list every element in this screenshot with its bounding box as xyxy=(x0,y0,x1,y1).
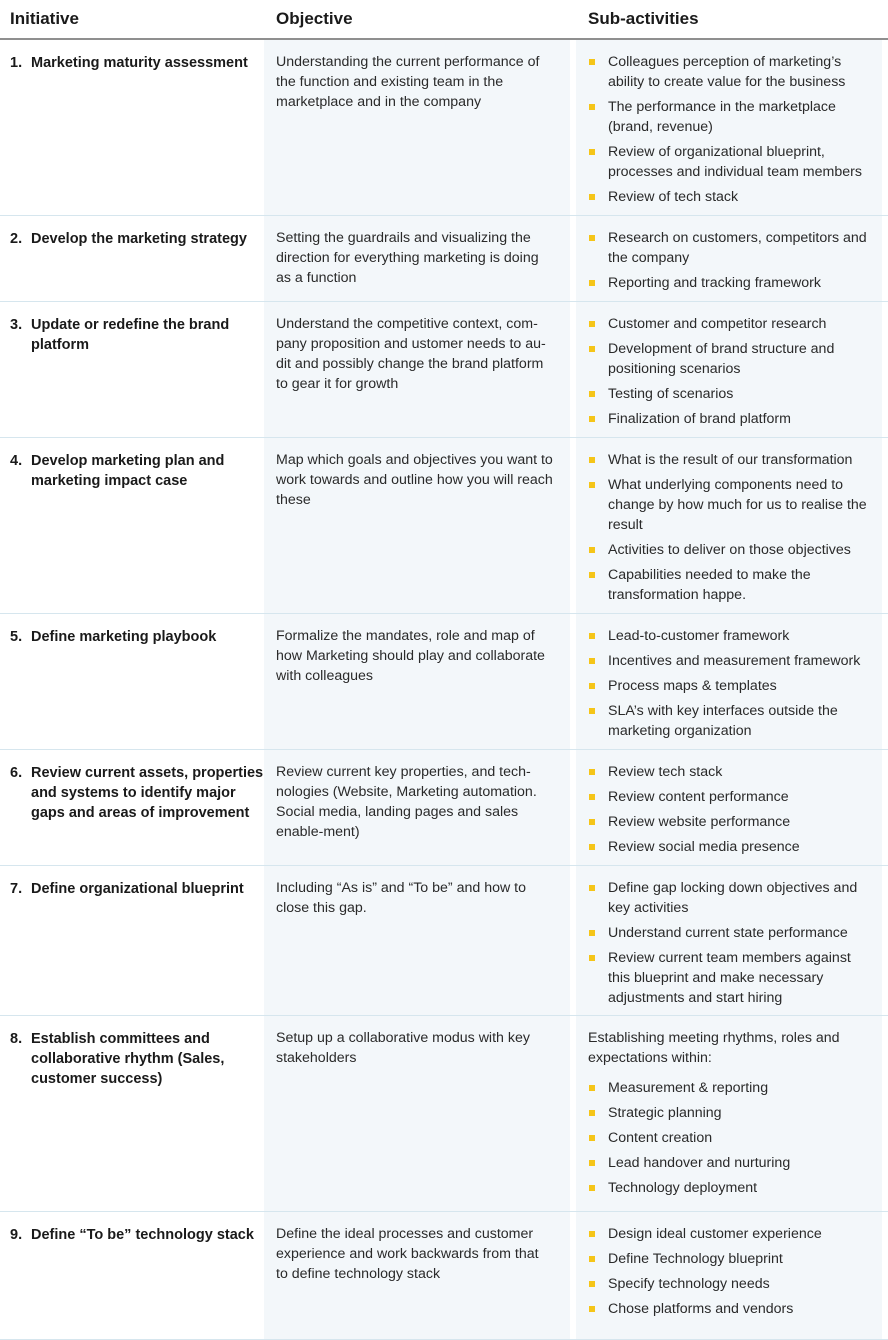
bullet-square-icon xyxy=(589,1231,595,1237)
header-initiative: Initiative xyxy=(10,9,79,28)
subactivities-cell xyxy=(576,1016,882,1211)
list-item xyxy=(588,651,876,671)
list-item-text: SLA’s with key interfaces outside the marketing organization xyxy=(608,703,838,739)
subactivities-list xyxy=(588,626,876,741)
list-item xyxy=(588,701,876,741)
table-row xyxy=(0,1212,888,1340)
subactivities-list xyxy=(588,52,876,207)
list-item-text: Development of brand structure and positioning scenarios xyxy=(608,341,835,377)
bullet-square-icon xyxy=(589,1135,595,1141)
bullet-square-icon xyxy=(589,547,595,553)
row-number: 5. xyxy=(10,629,23,645)
bullet-square-icon xyxy=(589,457,595,463)
list-item-text: Capabilities needed to make the transformation happe. xyxy=(608,567,811,603)
list-item-text: Review of tech stack xyxy=(608,189,739,205)
list-item-text: Research on customers, competitors and the company xyxy=(608,230,867,266)
list-item xyxy=(588,787,876,807)
table-row xyxy=(0,40,888,216)
list-item xyxy=(588,52,876,92)
subactivities-list xyxy=(588,314,876,429)
list-item xyxy=(588,187,876,207)
list-item-text: Lead handover and nurturing xyxy=(608,1155,791,1171)
bullet-square-icon xyxy=(589,416,595,422)
list-item-text: Strategic planning xyxy=(608,1105,722,1121)
bullet-square-icon xyxy=(589,149,595,155)
initiative-cell xyxy=(0,1212,264,1339)
list-item-text: Specify technology needs xyxy=(608,1276,770,1292)
list-item xyxy=(588,339,876,379)
list-item xyxy=(588,142,876,182)
initiative-title: Define “To be” technology stack xyxy=(31,1227,254,1243)
list-item xyxy=(588,837,876,857)
row-number: 9. xyxy=(10,1227,23,1243)
bullet-square-icon xyxy=(589,1160,595,1166)
list-item-text: Process maps & templates xyxy=(608,678,777,694)
subactivities-intro: Establishing meeting rhythms, roles and expectations within: xyxy=(588,1030,840,1066)
subactivities-cell xyxy=(576,302,882,437)
subactivities-list xyxy=(588,1224,876,1319)
list-item-text: Activities to deliver on those objectives xyxy=(608,542,851,558)
list-item-text: Review current team members against this blueprint and make necessary adjustments and start hiring xyxy=(608,950,851,1006)
table-row xyxy=(0,302,888,438)
row-number: 8. xyxy=(10,1031,23,1047)
list-item-text: Define gap locking down objectives and key activities xyxy=(608,880,858,916)
objective-cell: Setting the guardrails and visualizing the direction for everything marketing is doing as a function xyxy=(264,216,570,301)
table-row xyxy=(0,866,888,1016)
initiative-cell xyxy=(0,866,264,1015)
bullet-square-icon xyxy=(589,346,595,352)
list-item xyxy=(588,409,876,429)
subactivities-cell xyxy=(576,216,882,301)
list-item-text: Incentives and measurement framework xyxy=(608,653,861,669)
objective-cell: Formalize the mandates, role and map of how Marketing should play and collaborate with colleagues xyxy=(264,614,570,749)
list-item-text: Lead-to-customer framework xyxy=(608,628,790,644)
bullet-square-icon xyxy=(589,194,595,200)
bullet-square-icon xyxy=(589,885,595,891)
list-item xyxy=(588,1249,876,1269)
initiative-cell xyxy=(0,216,264,301)
subactivities-cell xyxy=(576,750,882,865)
bullet-square-icon xyxy=(589,1281,595,1287)
subactivities-list xyxy=(588,1078,876,1198)
initiative-title: Develop marketing plan and marketing impact case xyxy=(31,453,225,489)
list-item xyxy=(588,1103,876,1123)
list-item-text: Review tech stack xyxy=(608,764,723,780)
initiative-cell xyxy=(0,438,264,613)
table-row xyxy=(0,438,888,614)
bullet-square-icon xyxy=(589,572,595,578)
subactivities-cell xyxy=(576,866,882,1015)
list-item xyxy=(588,450,876,470)
subactivities-cell xyxy=(576,1212,882,1339)
table-row xyxy=(0,614,888,750)
list-item-text: Review website performance xyxy=(608,814,791,830)
list-item xyxy=(588,1153,876,1173)
list-item-text: Finalization of brand platform xyxy=(608,411,791,427)
objective-cell: Including “As is” and “To be” and how to close this gap. xyxy=(264,866,570,1015)
objective-cell: Understanding the current performance of the function and existing team in the marketplace and in the company xyxy=(264,40,570,215)
list-item xyxy=(588,273,876,293)
objective-cell: Map which goals and objectives you want to work towards and outline how you will reach these xyxy=(264,438,570,613)
list-item-text: Define Technology blueprint xyxy=(608,1251,783,1267)
subactivities-cell xyxy=(576,40,882,215)
list-item xyxy=(588,1274,876,1294)
bullet-square-icon xyxy=(589,321,595,327)
list-item-text: Testing of scenarios xyxy=(608,386,734,402)
objective-cell: Setup up a collaborative modus with key stakeholders xyxy=(264,1016,570,1211)
subactivities-list xyxy=(588,762,876,857)
bullet-square-icon xyxy=(589,844,595,850)
bullet-square-icon xyxy=(589,708,595,714)
bullet-square-icon xyxy=(589,235,595,241)
list-item-text: Reporting and tracking framework xyxy=(608,275,821,291)
list-item-text: Review content performance xyxy=(608,789,789,805)
list-item-text: Understand current state performance xyxy=(608,925,848,941)
bullet-square-icon xyxy=(589,280,595,286)
list-item-text: Review social media presence xyxy=(608,839,800,855)
bullet-square-icon xyxy=(589,955,595,961)
initiative-title: Marketing maturity assessment xyxy=(31,55,248,71)
bullet-square-icon xyxy=(589,482,595,488)
list-item xyxy=(588,676,876,696)
list-item xyxy=(588,1224,876,1244)
list-item xyxy=(588,878,876,918)
bullet-square-icon xyxy=(589,819,595,825)
initiative-cell xyxy=(0,302,264,437)
list-item-text: Content creation xyxy=(608,1130,713,1146)
list-item xyxy=(588,1299,876,1319)
list-item-text: What is the result of our transformation xyxy=(608,452,853,468)
objective-cell: Understand the competitive context, com-pany proposition and ustomer needs to au-dit and possibly change the brand platform to gear it for growth xyxy=(264,302,570,437)
subactivities-cell xyxy=(576,614,882,749)
initiative-cell xyxy=(0,750,264,865)
header-objective: Objective xyxy=(276,9,353,28)
bullet-square-icon xyxy=(589,1256,595,1262)
list-item xyxy=(588,1078,876,1098)
list-item-text: Review of organizational blueprint, processes and individual team members xyxy=(608,144,862,180)
bullet-square-icon xyxy=(589,1110,595,1116)
initiative-cell xyxy=(0,614,264,749)
objective-cell: Define the ideal processes and customer experience and work backwards from that to define technology stack xyxy=(264,1212,570,1339)
list-item xyxy=(588,923,876,943)
list-item-text: What underlying components need to change by how much for us to realise the result xyxy=(608,477,867,533)
list-item xyxy=(588,626,876,646)
initiative-title: Review current assets, properties and systems to identify major gaps and areas of improvement xyxy=(31,765,264,821)
row-number: 4. xyxy=(10,453,23,469)
table-row xyxy=(0,750,888,866)
row-number: 6. xyxy=(10,765,23,781)
subactivities-list xyxy=(588,878,876,1008)
bullet-square-icon xyxy=(589,1306,595,1312)
row-number: 3. xyxy=(10,317,23,333)
initiative-title: Update or redefine the brand platform xyxy=(31,317,230,353)
bullet-square-icon xyxy=(589,104,595,110)
table-body xyxy=(0,40,888,1340)
bullet-square-icon xyxy=(589,1185,595,1191)
subactivities-cell xyxy=(576,438,882,613)
bullet-square-icon xyxy=(589,633,595,639)
table-row xyxy=(0,216,888,302)
bullet-square-icon xyxy=(589,794,595,800)
initiative-title: Define organizational blueprint xyxy=(31,881,244,897)
header-subactivities: Sub-activities xyxy=(588,9,699,28)
bullet-square-icon xyxy=(589,1085,595,1091)
list-item-text: Colleagues perception of marketing’s ability to create value for the business xyxy=(608,54,846,90)
list-item-text: Customer and competitor research xyxy=(608,316,827,332)
list-item xyxy=(588,1128,876,1148)
list-item xyxy=(588,948,876,1008)
initiative-title: Develop the marketing strategy xyxy=(31,231,247,247)
list-item xyxy=(588,384,876,404)
table-row xyxy=(0,1016,888,1212)
bullet-square-icon xyxy=(589,930,595,936)
bullet-square-icon xyxy=(589,59,595,65)
list-item xyxy=(588,97,876,137)
list-item-text: The performance in the marketplace (brand, revenue) xyxy=(608,99,836,135)
initiative-title: Define marketing playbook xyxy=(31,629,217,645)
bullet-square-icon xyxy=(589,683,595,689)
bullet-square-icon xyxy=(589,391,595,397)
list-item xyxy=(588,565,876,605)
list-item-text: Measurement & reporting xyxy=(608,1080,769,1096)
row-number: 1. xyxy=(10,55,23,71)
list-item xyxy=(588,812,876,832)
initiative-cell xyxy=(0,1016,264,1211)
list-item xyxy=(588,540,876,560)
list-item xyxy=(588,228,876,268)
bullet-square-icon xyxy=(589,769,595,775)
list-item xyxy=(588,314,876,334)
subactivities-list xyxy=(588,228,876,293)
bullet-square-icon xyxy=(589,658,595,664)
initiative-title: Establish committees and collaborative rhythm (Sales, customer success) xyxy=(31,1031,225,1087)
list-item xyxy=(588,1178,876,1198)
table-header xyxy=(0,0,888,40)
list-item-text: Chose platforms and vendors xyxy=(608,1301,794,1317)
subactivities-list xyxy=(588,450,876,605)
list-item-text: Design ideal customer experience xyxy=(608,1226,822,1242)
initiative-cell xyxy=(0,40,264,215)
list-item xyxy=(588,475,876,535)
objective-cell: Review current key properties, and tech-nologies (Website, Marketing automation. Social media, landing pages and sales enable-ment) xyxy=(264,750,570,865)
row-number: 2. xyxy=(10,231,23,247)
list-item-text: Technology deployment xyxy=(608,1180,758,1196)
row-number: 7. xyxy=(10,881,23,897)
list-item xyxy=(588,762,876,782)
